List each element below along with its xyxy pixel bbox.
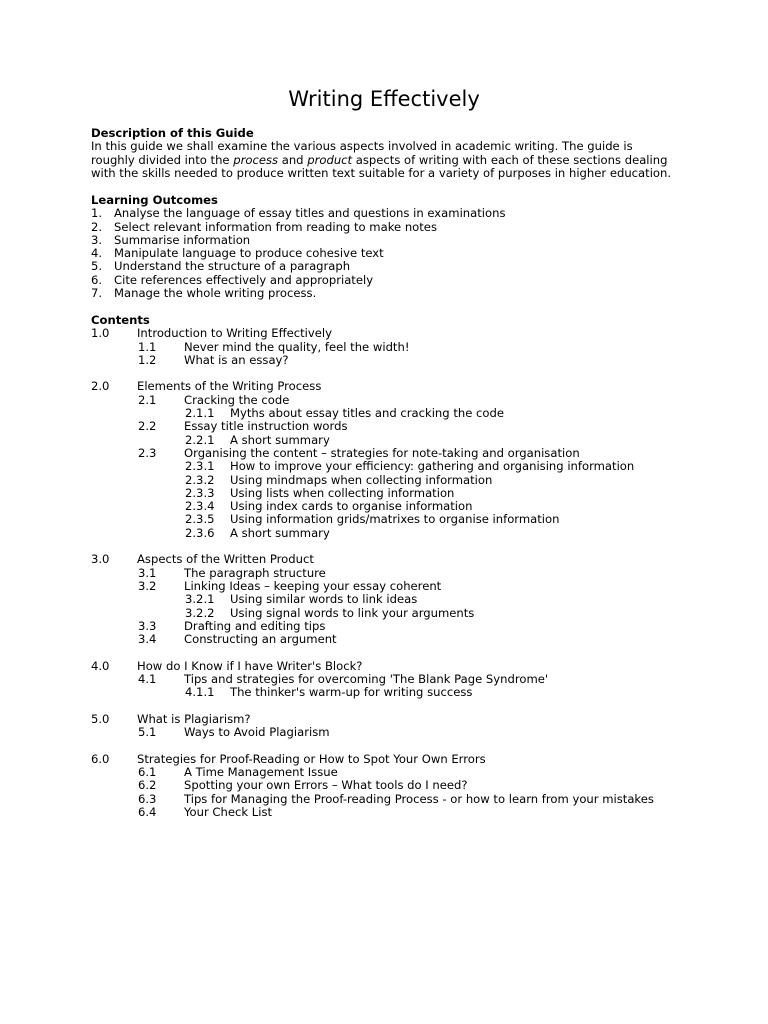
toc-entry	[91, 580, 711, 593]
text-run: roughly divided into the	[91, 152, 234, 167]
emphasis-product: product	[307, 152, 353, 167]
toc-entry-number: 2.3.4	[185, 499, 215, 514]
toc-entry-title: Tips and strategies for overcoming 'The Blank Page Syndrome'	[184, 672, 549, 687]
toc-entry	[91, 527, 711, 540]
list-item-number: 5.	[91, 259, 103, 274]
list-item-text: Understand the structure of a paragraph	[114, 259, 351, 274]
description-section	[91, 127, 711, 180]
toc-entry-number: 6.0	[91, 751, 110, 766]
toc-entry-number: 2.3	[138, 445, 157, 460]
list-item-number: 1.	[91, 206, 103, 221]
toc-entry-number: 2.3.6	[185, 525, 215, 540]
toc-entry-title: Introduction to Writing Effectively	[137, 326, 332, 341]
toc-entry-number: 6.3	[138, 791, 157, 806]
toc-entry-number: 2.3.2	[185, 472, 215, 487]
toc-entry	[91, 420, 711, 433]
toc-entry-number: 2.1	[138, 392, 157, 407]
toc-spacer	[91, 367, 711, 380]
toc-entry-title: How to improve your efficiency: gathering and organising information	[230, 459, 635, 474]
toc-entry-title: Elements of the Writing Process	[137, 379, 322, 394]
list-item	[91, 207, 711, 220]
toc-spacer	[91, 646, 711, 659]
document-title: Writing Effectively	[288, 87, 480, 111]
toc-entry-title: How do I Know if I have Writer's Block?	[137, 658, 363, 673]
toc-entry-number: 4.1.1	[185, 685, 215, 700]
toc-entry-number: 2.2	[138, 419, 157, 434]
toc-entry	[91, 593, 711, 606]
toc-entry-number: 2.3.3	[185, 485, 215, 500]
toc-entry	[91, 513, 711, 526]
toc-entry	[91, 673, 711, 686]
description-heading: Description of this Guide	[91, 126, 254, 140]
toc-entry	[91, 460, 711, 473]
toc-entry-title: Using signal words to link your arguments	[230, 605, 475, 620]
learning-outcomes-list	[91, 207, 711, 300]
toc-entry-title: Myths about essay titles and cracking the code	[230, 406, 504, 421]
toc-spacer	[91, 540, 711, 553]
toc-entry-number: 3.2	[138, 578, 157, 593]
toc-entry	[91, 553, 711, 566]
toc-entry	[91, 327, 711, 340]
toc-entry-title: Using lists when collecting information	[230, 485, 455, 500]
toc-entry-number: 3.2.1	[185, 592, 215, 607]
toc-entry	[91, 567, 711, 580]
text-run: and	[278, 152, 308, 167]
list-item-text: Analyse the language of essay titles and questions in examinations	[114, 206, 506, 221]
toc-entry-number: 1.1	[138, 339, 157, 354]
toc-entry-number: 3.3	[138, 618, 157, 633]
list-item	[91, 260, 711, 273]
list-item-text: Summarise information	[114, 232, 251, 247]
contents-heading: Contents	[91, 313, 150, 327]
toc-entry	[91, 660, 711, 673]
toc-entry-title: A short summary	[230, 432, 330, 447]
toc-entry-title: Ways to Avoid Plagiarism	[184, 725, 330, 740]
learning-outcomes-heading: Learning Outcomes	[91, 193, 218, 207]
toc-entry	[91, 500, 711, 513]
toc-entry	[91, 607, 711, 620]
list-item-text: Select relevant information from reading to make notes	[114, 219, 437, 234]
toc-entry-number: 2.3.1	[185, 459, 215, 474]
toc-spacer	[91, 700, 711, 713]
list-item-text: Manage the whole writing process.	[114, 286, 317, 301]
toc-entry-number: 6.1	[138, 765, 157, 780]
toc-entry-number: 4.1	[138, 672, 157, 687]
toc-entry	[91, 779, 711, 792]
toc-entry-title: Never mind the quality, feel the width!	[184, 339, 410, 354]
list-item-number: 6.	[91, 272, 103, 287]
description-line-1: In this guide we shall examine the various aspects involved in academic writing. The guide is	[91, 139, 633, 154]
toc-entry-number: 2.2.1	[185, 432, 215, 447]
toc-entry-title: Linking Ideas – keeping your essay coherent	[184, 578, 442, 593]
list-item	[91, 274, 711, 287]
list-item	[91, 234, 711, 247]
toc-entry-title: A short summary	[230, 525, 330, 540]
toc-entry	[91, 394, 711, 407]
toc-entry-title: Drafting and editing tips	[184, 618, 326, 633]
toc-entry	[91, 447, 711, 460]
toc-entry	[91, 713, 711, 726]
toc-spacer	[91, 740, 711, 753]
toc-entry	[91, 380, 711, 393]
toc-entry	[91, 806, 711, 819]
toc-entry-number: 2.1.1	[185, 406, 215, 421]
toc-entry-title: Spotting your own Errors – What tools do I need?	[184, 778, 468, 793]
toc-entry-title: Using information grids/matrixes to organise information	[230, 512, 560, 527]
emphasis-process: process	[233, 152, 279, 167]
toc-entry	[91, 341, 711, 354]
toc-entry-title: The paragraph structure	[184, 565, 326, 580]
list-item-number: 2.	[91, 219, 103, 234]
toc-entry	[91, 474, 711, 487]
toc-entry	[91, 753, 711, 766]
list-item-number: 4.	[91, 246, 103, 261]
list-item	[91, 287, 711, 300]
description-line-2	[91, 154, 711, 167]
toc-entry	[91, 793, 711, 806]
list-item-number: 3.	[91, 232, 103, 247]
toc-entry-number: 5.1	[138, 725, 157, 740]
toc-entry-number: 1.0	[91, 326, 110, 341]
toc-entry-title: What is Plagiarism?	[137, 711, 251, 726]
toc-entry-number: 1.2	[138, 352, 157, 367]
toc-entry-title: Using mindmaps when collecting information	[230, 472, 493, 487]
toc-entry-title: Using similar words to link ideas	[230, 592, 418, 607]
toc-entry-title: A Time Management Issue	[184, 765, 338, 780]
toc-entry-title: Your Check List	[184, 804, 273, 819]
contents-section	[91, 314, 711, 819]
toc-entry-title: The thinker's warm-up for writing success	[230, 685, 473, 700]
toc-entry	[91, 686, 711, 699]
list-item-text: Cite references effectively and appropriately	[114, 272, 374, 287]
toc-entry-title: Aspects of the Written Product	[137, 552, 314, 567]
list-item	[91, 221, 711, 234]
list-item-text: Manipulate language to produce cohesive text	[114, 246, 384, 261]
toc-entry-title: Tips for Managing the Proof-reading Process - or how to learn from your mistakes	[184, 791, 654, 806]
toc-entry-number: 3.0	[91, 552, 110, 567]
toc-entry	[91, 434, 711, 447]
toc-entry	[91, 633, 711, 646]
toc-entry-number: 3.4	[138, 632, 157, 647]
toc-entry	[91, 766, 711, 779]
toc-entry-number: 3.2.2	[185, 605, 215, 620]
toc-entry-title: Using index cards to organise information	[230, 499, 473, 514]
toc-entry-number: 5.0	[91, 711, 110, 726]
learning-outcomes-section	[91, 194, 711, 300]
toc-entry-title: Essay title instruction words	[184, 419, 348, 434]
toc-entry-number: 4.0	[91, 658, 110, 673]
toc-entry-number: 3.1	[138, 565, 157, 580]
toc-entry-title: Constructing an argument	[184, 632, 337, 647]
toc-entry-number: 6.4	[138, 804, 157, 819]
toc-entry-number: 2.3.5	[185, 512, 215, 527]
toc-entry-number: 2.0	[91, 379, 110, 394]
toc-entry	[91, 407, 711, 420]
toc-entry	[91, 620, 711, 633]
toc-entry	[91, 487, 711, 500]
list-item-number: 7.	[91, 286, 103, 301]
toc-entry-title: Cracking the code	[184, 392, 290, 407]
table-of-contents	[91, 327, 711, 819]
list-item	[91, 247, 711, 260]
toc-entry-title: What is an essay?	[184, 352, 289, 367]
text-run: aspects of writing with each of these sections dealing	[352, 152, 668, 167]
toc-entry	[91, 726, 711, 739]
toc-entry	[91, 354, 711, 367]
description-line-3: with the skills needed to produce written text suitable for a variety of purposes in higher education.	[91, 165, 672, 180]
toc-entry-title: Organising the content – strategies for note-taking and organisation	[184, 445, 580, 460]
toc-entry-number: 6.2	[138, 778, 157, 793]
toc-entry-title: Strategies for Proof-Reading or How to Spot Your Own Errors	[137, 751, 486, 766]
